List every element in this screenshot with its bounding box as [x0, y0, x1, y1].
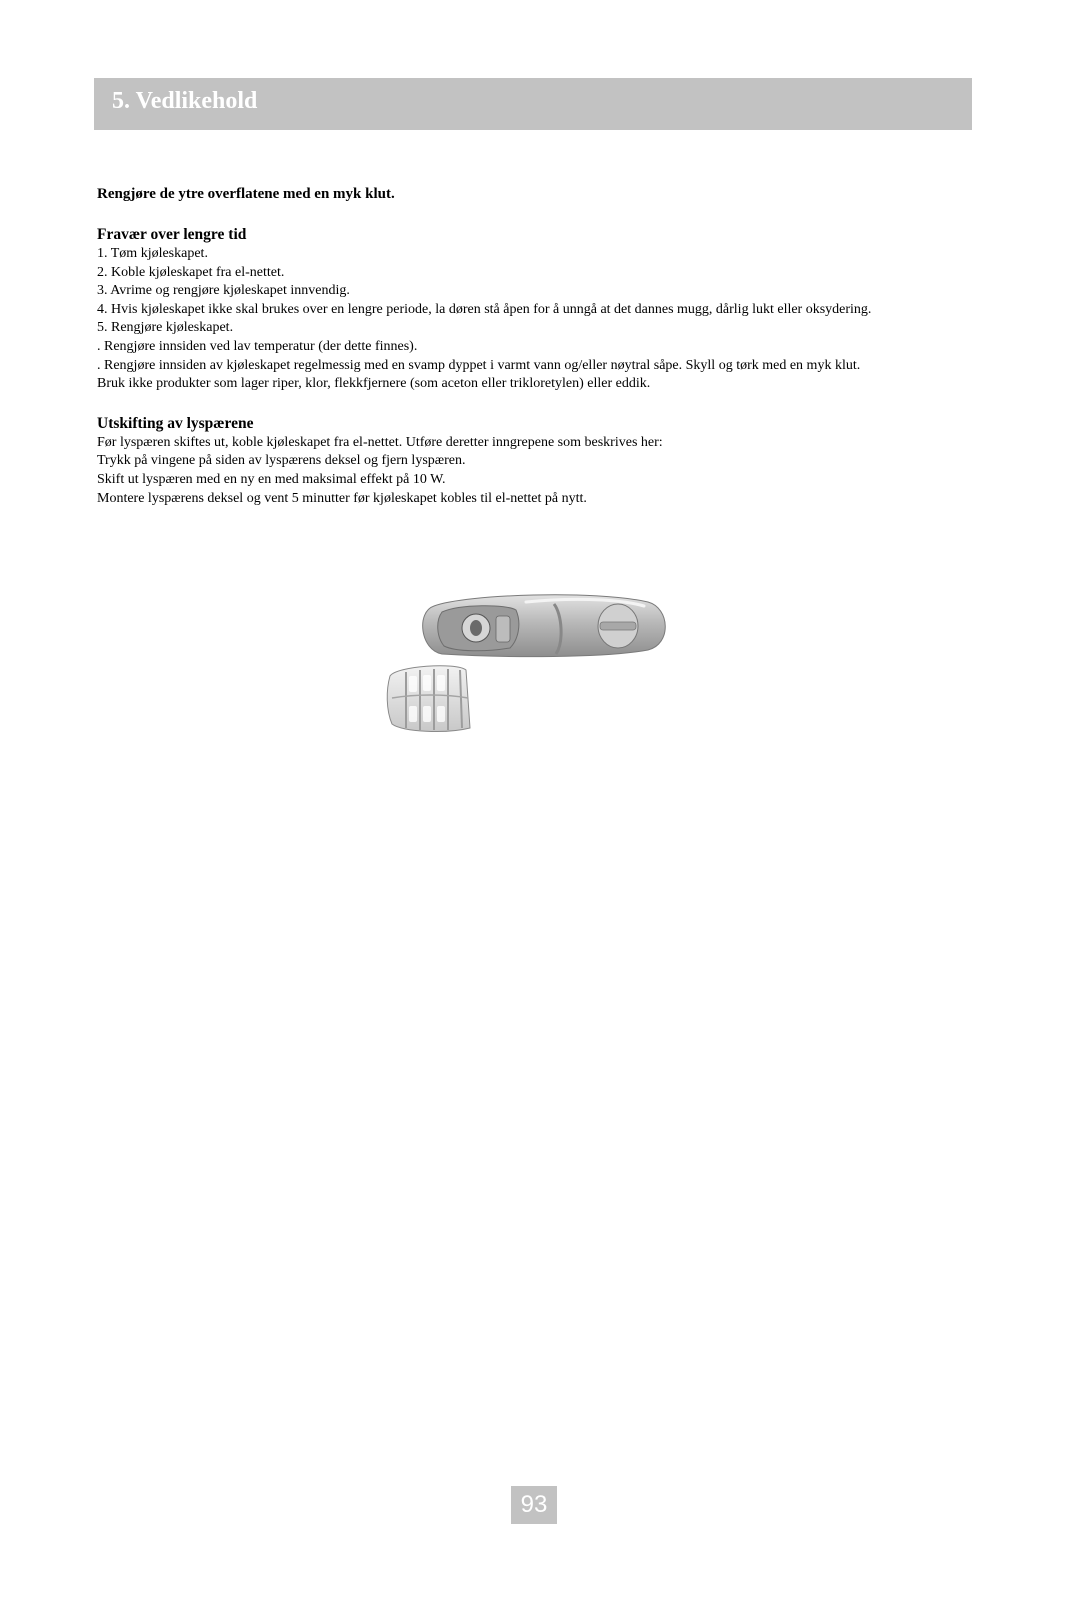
section-header-bar [94, 78, 972, 130]
list-item: Bruk ikke produkter som lager riper, klor, flekkfjernere (som aceton eller trikloretylen) eller eddik. [97, 376, 651, 392]
page-number-badge [511, 1486, 557, 1524]
page-number: 93 [520, 1491, 548, 1518]
lamp-housing-icon [386, 592, 678, 736]
lamp-housing-illustration [386, 592, 678, 736]
section-heading-absence: Fravær over lengre tid [97, 226, 247, 243]
section-bulb-replacement [97, 414, 971, 508]
lead-instruction: Rengjøre de ytre overflatene med en myk klut. [97, 186, 395, 202]
list-item: 5. Rengjøre kjøleskapet. [97, 320, 234, 336]
list-item: Montere lyspærens deksel og vent 5 minutter før kjøleskapet kobles til el-nettet på nytt. [97, 490, 587, 506]
list-item: Før lyspæren skiftes ut, koble kjøleskapet fra el-nettet. Utføre deretter inngrepene som beskrives her: [97, 434, 663, 450]
list-item: 2. Koble kjøleskapet fra el-nettet. [97, 264, 285, 280]
list-item: . Rengjøre innsiden ved lav temperatur (der dette finnes). [97, 338, 418, 354]
section-title: 5. Vedlikehold [112, 88, 258, 114]
list-item: . Rengjøre innsiden av kjøleskapet regelmessig med en svamp dyppet i varmt vann og/eller nøytral såpe. Skyll og tørk med en myk klut. [97, 357, 861, 373]
section-heading-bulb-replacement: Utskifting av lyspærene [97, 414, 254, 432]
page-content [97, 185, 971, 528]
list-item: Trykk på vingene på siden av lyspærens deksel og fjern lyspæren. [97, 453, 466, 469]
section-absence [97, 225, 971, 394]
list-item: Skift ut lyspæren med en ny en med maksimal effekt på 10 W. [97, 471, 446, 487]
list-item: 4. Hvis kjøleskapet ikke skal brukes over en lengre periode, la døren stå åpen for å unngå at det dannes mugg, dårlig lukt eller oksydering. [97, 301, 872, 317]
list-item: 3. Avrime og rengjøre kjøleskapet innvendig. [97, 283, 350, 299]
list-item: 1. Tøm kjøleskapet. [97, 246, 208, 261]
